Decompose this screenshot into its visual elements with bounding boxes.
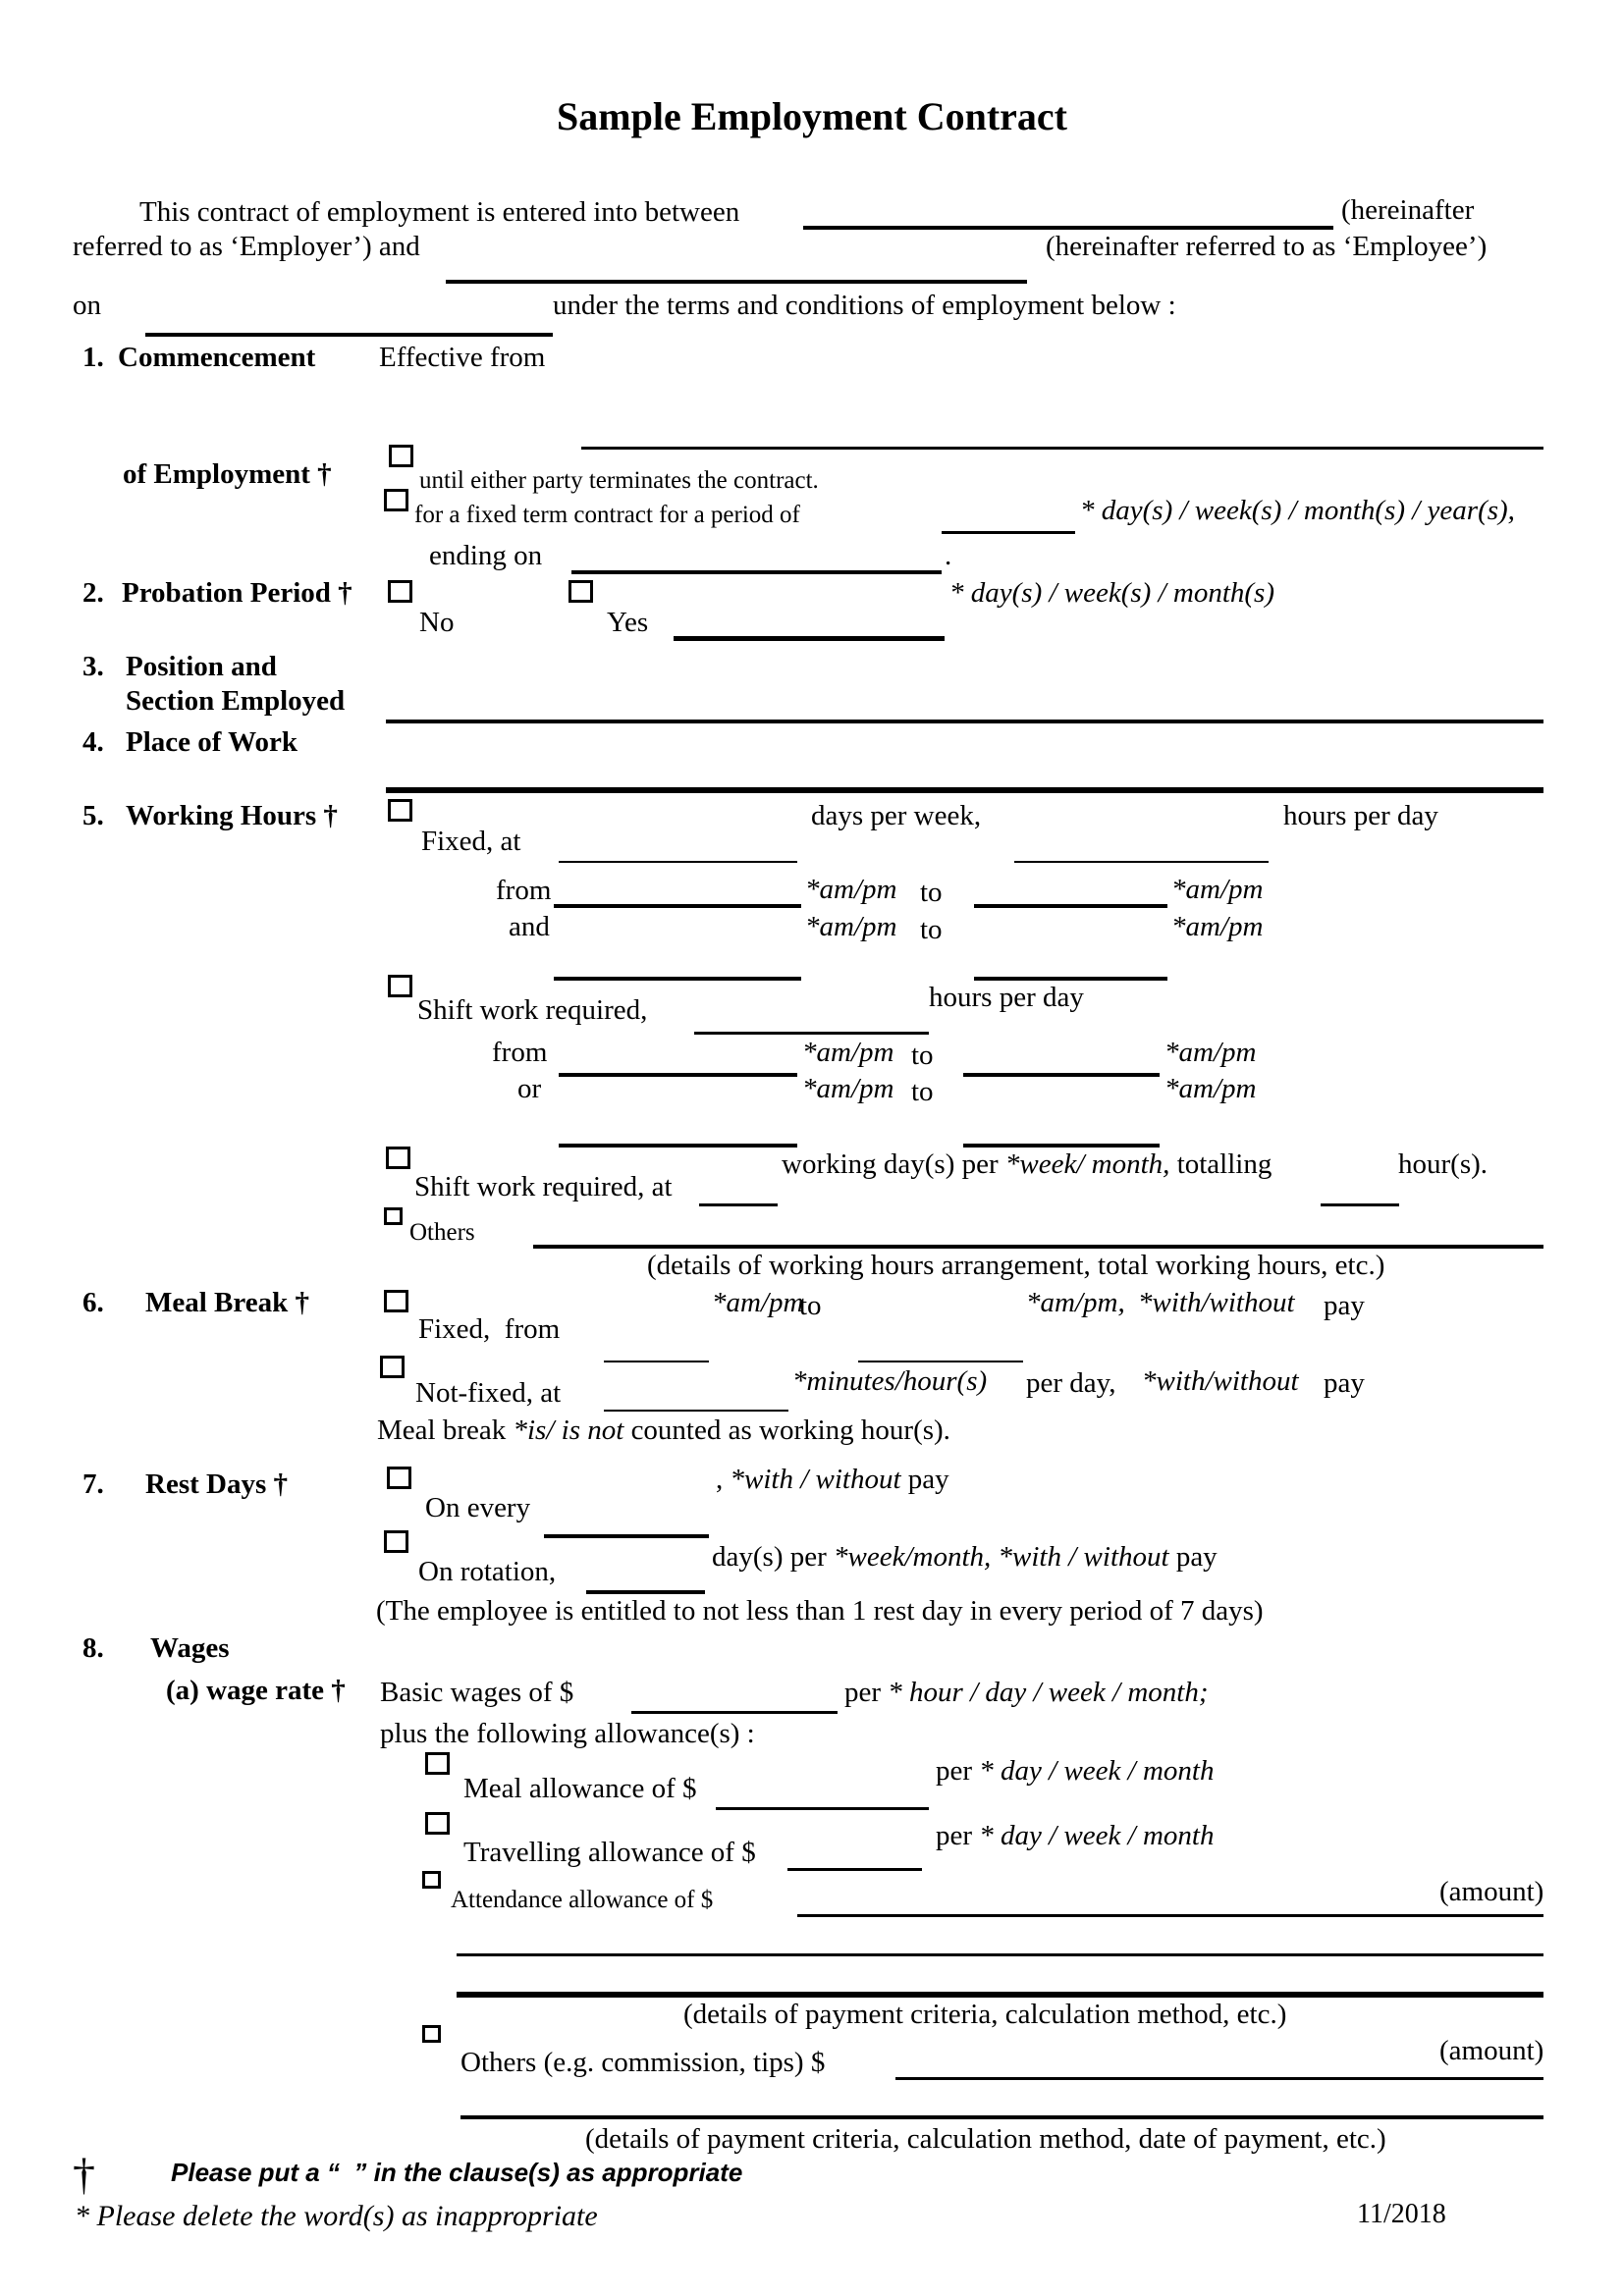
blank-ending-date[interactable] [571,570,942,574]
s8-basic-units: * hour / day / week / month; [888,1677,1209,1708]
s6-note-c: counted as working hour(s). [623,1415,950,1446]
s5-from-label-2: from [492,1037,548,1068]
page-title: Sample Employment Contract [557,94,1067,138]
s7-withwithout-1: *with / without [730,1464,901,1495]
blank-employee-name[interactable] [446,280,1027,284]
blank-travel-allowance[interactable] [787,1868,922,1871]
s5-shift2-text-c: totalling [1169,1148,1272,1180]
blank-fixed-term-period[interactable] [942,531,1075,534]
s5-ampm-6: *am/pm [1164,1037,1257,1068]
s8-per-units-2 [936,1821,1214,1852]
s4-label: Place of Work [126,726,298,758]
checkbox-fixed-hours[interactable] [388,799,412,822]
s6-fixed-from-label: Fixed, from [418,1313,561,1345]
s8-amount-1: (amount) [1439,1876,1544,1907]
s5-shift2-row [782,1149,1272,1181]
blank-payment-details-1[interactable] [457,1953,1543,1956]
blank-shift-or-to-time[interactable] [963,1144,1160,1148]
s5-or-label: or [517,1073,542,1104]
s7-rotation-c: pay [1168,1541,1218,1573]
footer-note-delete: * Please delete the word(s) as inappropriate [75,2200,598,2232]
blank-meal-minutes[interactable] [604,1410,788,1412]
s8-per-units-1 [936,1756,1214,1788]
s7-comma: , [716,1464,731,1495]
blank-shift-or-from-time[interactable] [559,1144,797,1148]
s6-note-b: *is/ is not [513,1415,624,1446]
blank-payment-details-3[interactable] [460,2115,1543,2119]
blank-effective-date[interactable] [581,447,1543,450]
s8-plus-allowances-label: plus the following allowance(s) : [380,1718,755,1749]
blank-totalling-hours[interactable] [1321,1203,1399,1206]
s6-pay-2: pay [1324,1367,1365,1399]
blank-probation-period[interactable] [674,636,945,641]
s5-ampm-3: *am/pm [805,911,897,942]
checkbox-meal-fixed[interactable] [384,1290,408,1312]
s1-effective-from-label: Effective from [379,342,546,373]
s8-others-label: Others (e.g. commission, tips) $ [460,2047,826,2078]
blank-fixed-and-from-time[interactable] [554,977,801,981]
checkbox-fixed-term[interactable] [384,489,408,511]
blank-fixed-to-time[interactable] [974,904,1167,908]
s5-to-4: to [911,1076,934,1107]
footnote-dagger-icon: † [73,2149,95,2199]
blank-shift-hours-per-day[interactable] [694,1032,929,1035]
s5-to-2: to [920,914,943,945]
checkbox-until-terminates[interactable] [389,445,413,467]
checkbox-probation-no[interactable] [388,580,412,603]
s2-label: Probation Period † [122,577,352,609]
s1-option-fixed-label: for a fixed term contract for a period of [414,502,800,528]
checkbox-meal-notfixed[interactable] [380,1356,405,1378]
blank-shift-to-time[interactable] [963,1073,1160,1077]
s7-row2 [712,1542,1218,1574]
s6-ampm-2: *am/pm, [1026,1287,1125,1318]
s6-number: 6. [82,1287,104,1318]
blank-shift-from-time[interactable] [559,1073,797,1077]
s1-ending-on-label: ending on [429,540,543,571]
checkbox-meal-allowance[interactable] [425,1752,450,1775]
s1-fixed-units-label: * day(s) / week(s) / month(s) / year(s), [1080,495,1515,526]
blank-meal-from-time[interactable] [604,1361,709,1362]
s5-ampm-2: *am/pm [1171,874,1264,905]
blank-position[interactable] [386,720,1543,723]
s8-label: Wages [150,1632,230,1664]
s6-pay-1: pay [1324,1290,1365,1321]
s6-note-row [377,1415,950,1447]
s1-period-mark: . [945,540,952,571]
s5-days-per-week-label: days per week, [811,800,982,831]
s8-details-caption-2: (details of payment criteria, calculation method, date of payment, etc.) [585,2123,1386,2155]
blank-attendance-allowance[interactable] [797,1914,1543,1917]
s8-amount-2: (amount) [1439,2035,1544,2066]
s5-ampm-8: *am/pm [1164,1073,1257,1104]
s7-caption: (The employee is entitled to not less than 1 rest day in every period of 7 days) [376,1595,1264,1627]
s5-ampm-4: *am/pm [1171,911,1264,942]
checkbox-rest-rotation[interactable] [384,1530,408,1553]
s6-minutes-hours-label: *minutes/hour(s) [792,1365,988,1397]
s4-number: 4. [82,726,104,758]
s5-label: Working Hours † [126,800,338,831]
footer-version: 11/2018 [1357,2199,1446,2229]
s3-label-line2: Section Employed [126,685,346,717]
s6-withwithout-2: *with/without [1142,1365,1299,1397]
s5-shift2-label: Shift work required, at [414,1171,673,1202]
checkbox-rest-every[interactable] [387,1467,411,1489]
s8-allow-units-1: * day / week / month [979,1755,1215,1787]
checkbox-travel-allowance[interactable] [425,1812,450,1835]
blank-rest-day[interactable] [544,1534,709,1538]
checkbox-probation-yes[interactable] [568,580,593,603]
s8-wage-rate-label: (a) wage rate † [166,1675,346,1706]
s2-units-label: * day(s) / week(s) / month(s) [949,577,1274,609]
s7-on-every-label: On every [425,1492,531,1523]
blank-working-days[interactable] [699,1203,778,1206]
s5-hours-per-day-label: hours per day [1283,800,1438,831]
s7-rotation-b: *week/month, *with / without [834,1541,1169,1573]
s5-and-label: and [509,911,550,942]
s8-details-caption-1: (details of payment criteria, calculation method, etc.) [683,1999,1287,2030]
checkbox-attendance-allowance[interactable] [422,1871,441,1889]
s5-shift2-units: *week/ month, [1004,1148,1170,1180]
blank-hours-per-day[interactable] [1014,861,1269,863]
intro-line1-text: This contract of employment is entered into between [139,196,740,228]
s8-per-3: per [936,1820,980,1851]
blank-fixed-and-to-time[interactable] [974,977,1167,981]
blank-days-per-week[interactable] [559,861,797,863]
blank-employer-name[interactable] [803,226,1333,230]
footer-note-tick: Please put a “ ” in the clause(s) as appropriate [171,2158,743,2187]
checkbox-wage-others[interactable] [422,2025,441,2043]
s7-row1 [716,1465,949,1496]
s5-to-3: to [911,1040,934,1071]
s5-ampm-5: *am/pm [802,1037,894,1068]
s8-per-1: per [844,1677,889,1708]
s6-notfixed-label: Not-fixed, at [415,1377,562,1409]
s5-shift2-text-a: working day(s) per [782,1148,1005,1180]
s8-per-2: per [936,1755,980,1787]
s5-shift2-hours-label: hour(s). [1398,1148,1489,1180]
s7-label: Rest Days † [145,1468,288,1500]
blank-hours-others-details[interactable] [533,1245,1543,1249]
checkbox-shift-work-1[interactable] [388,975,412,997]
intro-line2-text: referred to as ‘Employer’) and [73,231,420,262]
s1-label-commencement: Commencement [118,342,316,373]
s5-from-label-1: from [496,875,552,906]
s5-ampm-7: *am/pm [802,1073,894,1104]
s8-meal-allowance-label: Meal allowance of $ [463,1773,697,1804]
checkbox-shift-work-2[interactable] [386,1147,410,1169]
s5-ampm-1: *am/pm [805,874,897,905]
blank-basic-wages[interactable] [631,1711,838,1714]
intro-on-label: on [73,290,101,321]
s1-number: 1. [82,342,104,373]
s5-shift1-hours-label: hours per day [929,982,1084,1013]
intro-terms-text: under the terms and conditions of employment below : [553,290,1176,321]
blank-others-amount[interactable] [895,2077,1543,2080]
s6-note-a: Meal break [377,1415,514,1446]
s6-label: Meal Break † [145,1287,309,1318]
blank-meal-to-time[interactable] [858,1361,1023,1362]
s5-number: 5. [82,800,104,831]
s3-number: 3. [82,651,104,682]
s7-pay-1: pay [900,1464,949,1495]
s1-label-of-employment: of Employment † [123,458,332,490]
s5-to-1: to [920,877,943,908]
s5-details-caption: (details of working hours arrangement, total working hours, etc.) [647,1250,1385,1281]
s2-number: 2. [82,577,104,609]
s5-others-label: Others [409,1219,475,1246]
s3-label-line1: Position and [126,651,277,682]
s7-number: 7. [82,1468,104,1500]
blank-contract-date[interactable] [145,333,553,337]
blank-meal-allowance[interactable] [716,1807,929,1810]
s8-attendance-allowance-label: Attendance allowance of $ [451,1887,714,1913]
s1-option-until-label: until either party terminates the contract. [419,467,819,494]
s8-allow-units-2: * day / week / month [979,1820,1215,1851]
intro-hereinafter-2: (hereinafter referred to as ‘Employee’) [1046,231,1488,262]
blank-payment-details-2[interactable] [457,1992,1543,1998]
s2-yes-label: Yes [607,607,649,638]
s6-per-day-label: per day, [1026,1367,1116,1399]
blank-rotation-days[interactable] [586,1590,705,1594]
s7-on-rotation-label: On rotation, [418,1556,557,1587]
blank-place-of-work[interactable] [386,787,1543,793]
s8-travel-allowance-label: Travelling allowance of $ [463,1837,756,1868]
s6-ampm-1: *am/pm [712,1287,804,1318]
s8-basic-units-row [844,1678,1208,1709]
checkbox-hours-others[interactable] [384,1207,403,1225]
s8-number: 8. [82,1632,104,1664]
s5-fixed-at-label: Fixed, at [421,826,521,857]
intro-hereinafter-1: (hereinafter [1341,194,1475,226]
s6-withwithout-1: *with/without [1138,1287,1295,1318]
s5-shift1-label: Shift work required, [417,994,648,1026]
blank-fixed-from-time[interactable] [554,904,801,908]
s8-basic-wages-label: Basic wages of $ [380,1677,574,1708]
s7-rotation-a: day(s) per [712,1541,835,1573]
s6-to-label: to [799,1290,822,1321]
s2-no-label: No [419,607,455,638]
